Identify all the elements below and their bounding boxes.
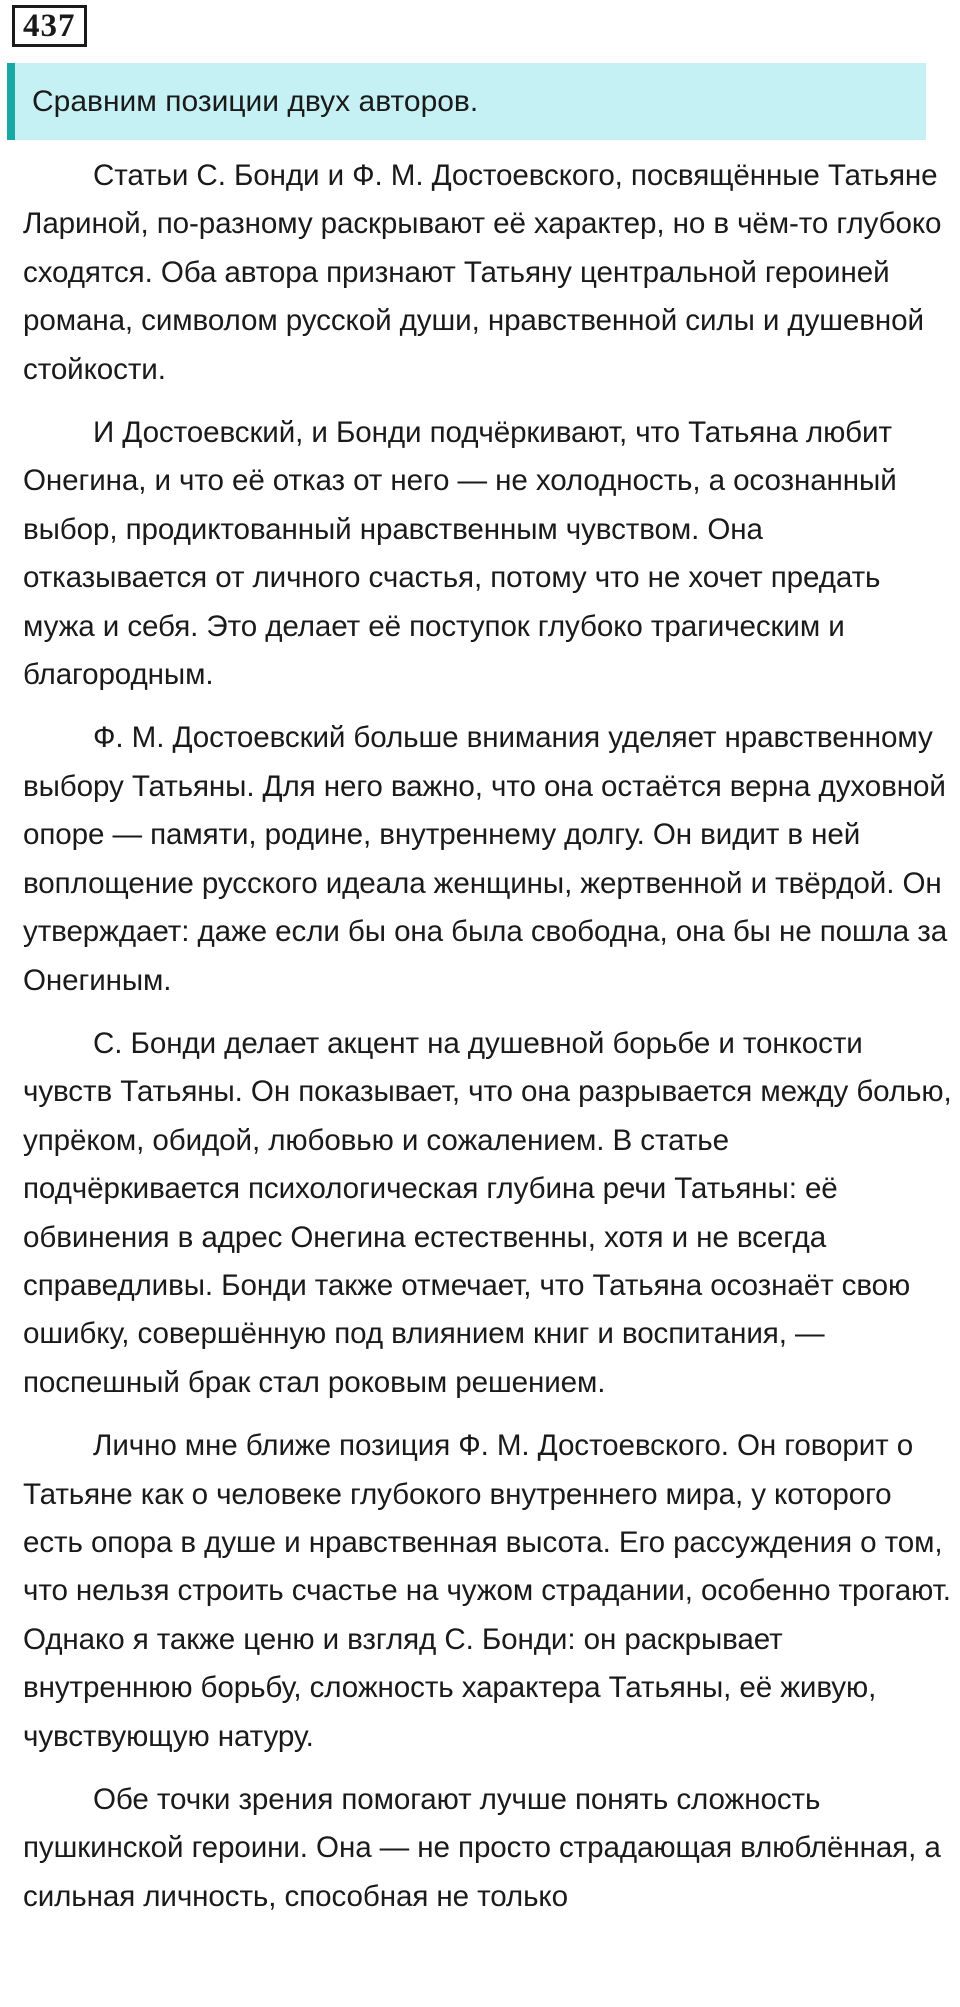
essay-paragraph-2: И Достоевский, и Бонди подчёркивают, что Татьяна любит Онегина, и что её отказ от него — не холодность, а осознанный выбор, продиктованный нравственным чувством. Она отказывается от личного счастья, потому что не хочет предать мужа и себя. Это делает её поступок глубоко трагическим и благородным. [23, 416, 897, 692]
essay-paragraph-5: Лично мне ближе позиция Ф. М. Достоевского. Он говорит о Татьяне как о человеке глубокого внутреннего мира, у которого есть опора в душе и нравственная высота. Его рассуждения о том, что нельзя строить счастье на чужом страдании, особенно трогают. Однако я также ценю и взгляд С. Бонди: он раскрывает внутреннюю борьбу, сложность характера Татьяны, её живую, чувствующую натуру. [23, 1429, 951, 1753]
essay-paragraph-6: Обе точки зрения помогают лучше понять сложность пушкинской героини. Она — не просто страдающая влюблённая, а сильная личность, способная не только [23, 1783, 941, 1913]
essay-paragraph-1: Статьи С. Бонди и Ф. М. Достоевского, посвящённые Татьяне Лариной, по-разному раскрывают её характер, но в чём-то глубоко сходятся. Оба автора признают Татьяну центральной героиней романа, символом русской души, нравственной силы и душевной стойкости. [23, 159, 942, 386]
essay-paragraph-3: Ф. М. Достоевский больше внимания уделяет нравственному выбору Татьяны. Для него важно, что она остаётся верна духовной опоре — памяти, родине, внутреннему долгу. Он видит в ней воплощение русского идеала женщины, жертвенной и твёрдой. Он утверждает: даже если бы она была свободна, она бы не пошла за Онегиным. [23, 721, 948, 997]
task-number: 437 [12, 5, 87, 47]
essay-body [23, 152, 953, 1936]
task-instruction: Сравним позиции двух авторов. [32, 85, 479, 118]
task-instruction-banner [7, 63, 926, 140]
essay-paragraph-4: С. Бонди делает акцент на душевной борьбе и тонкости чувств Татьяны. Он показывает, что она разрывается между болью, упрёком, обидой, любовью и сожалением. В статье подчёркивается психологическая глубина речи Татьяны: её обвинения в адрес Онегина естественны, хотя и не всегда справедливы. Бонди также отмечает, что Татьяна осознаёт свою ошибку, совершённую под влиянием книг и воспитания, — поспешный брак стал роковым решением. [23, 1026, 952, 1399]
